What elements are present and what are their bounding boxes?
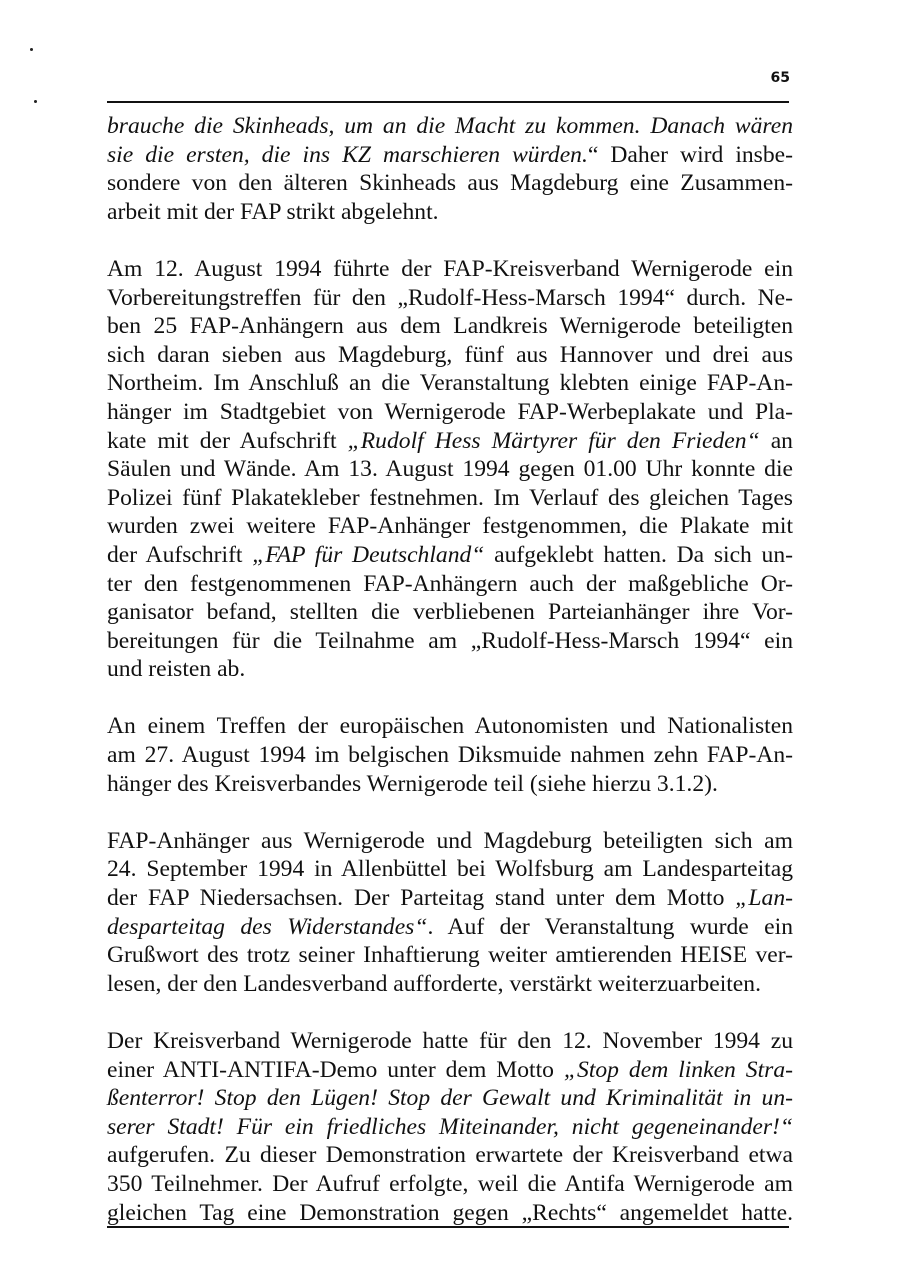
text-line (107, 284, 793, 313)
italic-text: „Stop dem linken Stra- (563, 1056, 793, 1083)
text-line (107, 369, 793, 398)
text-line (107, 627, 793, 656)
text-line (107, 312, 793, 341)
text-run: sich daran sieben aus Magdeburg, fünf aus Hannover und drei aus (107, 341, 793, 368)
text-run: arbeit mit der FAP strikt abgelehnt. (107, 198, 439, 225)
text-run: kate mit der Aufschrift (107, 427, 348, 454)
scan-speck (30, 48, 33, 51)
italic-text: ßenterror! Stop den Lügen! Stop der Gewalt und Kriminalität in un- (107, 1085, 793, 1112)
text-line (107, 712, 793, 741)
text-run: 350 Teilnehmer. Der Aufruf erfolgte, weil die Antifa Wernigerode am (107, 1170, 793, 1197)
text-line (107, 827, 793, 856)
text-run: ter den festgenommenen FAP-Anhängern auch der maßgebliche Or- (107, 570, 793, 597)
text-line (107, 884, 793, 913)
text-run: FAP-Anhänger aus Wernigerode und Magdeburg beteiligten sich am (107, 827, 793, 854)
italic-text: „FAP für Deutschland“ (252, 541, 485, 568)
text-line (107, 570, 793, 599)
scan-speck (34, 100, 37, 103)
text-run: Polizei fünf Plakatekleber festnehmen. Im Verlauf des gleichen Tages (107, 484, 793, 511)
text-run: ganisator befand, stellten die verbliebenen Parteianhänger ihre Vor- (107, 599, 793, 626)
text-run: Am 12. August 1994 führte der FAP-Kreisverband Wernigerode ein (107, 255, 793, 282)
text-line (107, 398, 793, 427)
text-run: am 27. August 1994 im belgischen Diksmuide nahmen zehn FAP-An- (107, 742, 793, 769)
italic-text: sie die ersten, die ins KZ marschieren würden. (107, 141, 588, 168)
text-line (107, 512, 793, 541)
text-line (107, 541, 793, 570)
text-run: lesen, der den Landesverband aufforderte, verstärkt weiterzuarbeiten. (107, 970, 761, 997)
text-line (107, 1113, 793, 1142)
text-run: wurden zwei weitere FAP-Anhänger festgenommen, die Plakate mit (107, 513, 793, 540)
text-line (107, 169, 793, 198)
paragraph-gap (107, 684, 793, 713)
text-run: . Auf der Veranstaltung wurde ein (427, 913, 794, 940)
body-text (107, 112, 793, 1227)
text-run: An einem Treffen der europäischen Autonomisten und Nationalisten (107, 713, 793, 740)
italic-text: desparteitag des Widerstandes“ (107, 913, 428, 940)
footer-rule (107, 1226, 789, 1228)
paragraph (107, 112, 793, 226)
text-run: “ Daher wird insbe- (587, 141, 793, 168)
text-line (107, 598, 793, 627)
text-run: einer ANTI-ANTIFA-Demo unter dem Motto (107, 1056, 564, 1083)
text-run: der Aufschrift (107, 541, 253, 568)
text-run: hänger im Stadtgebiet von Wernigerode FAP-Werbeplakate und Pla- (107, 398, 793, 425)
paragraph-gap (107, 226, 793, 255)
paragraph (107, 827, 793, 999)
text-run: Grußwort des trotz seiner Inhaftierung weiter amtierenden HEISE ver- (107, 942, 793, 969)
text-line (107, 255, 793, 284)
text-run: aufgerufen. Zu dieser Demonstration erwartete der Kreisverband etwa (107, 1142, 793, 1169)
paragraph (107, 712, 793, 798)
italic-text: serer Stadt! Für ein friedliches Miteinander, nicht gegeneinander!“ (107, 1113, 793, 1140)
paragraph (107, 255, 793, 684)
text-line (107, 484, 793, 513)
text-run: an (759, 427, 793, 454)
text-run: ben 25 FAP-Anhängern aus dem Landkreis Wernigerode beteiligten (107, 313, 793, 340)
text-line (107, 455, 793, 484)
text-line (107, 198, 793, 227)
text-run: und reisten ab. (107, 656, 246, 683)
text-line (107, 741, 793, 770)
text-run: Vorbereitungstreffen für den „Rudolf-Hess-Marsch 1994“ durch. Ne- (107, 284, 793, 311)
paragraph-gap (107, 998, 793, 1027)
paragraph-gap (107, 798, 793, 827)
italic-text: „Lan- (735, 885, 793, 912)
text-run: der FAP Niedersachsen. Der Parteitag stand unter dem Motto (107, 885, 736, 912)
page-number: 65 (770, 70, 790, 86)
italic-text: „Rudolf Hess Märtyrer für den Frieden“ (347, 427, 760, 454)
text-run: Säulen und Wände. Am 13. August 1994 gegen 01.00 Uhr konnte die (107, 456, 793, 483)
text-run: sondere von den älteren Skinheads aus Magdeburg eine Zusammen- (107, 170, 793, 197)
text-run: Northeim. Im Anschluß an die Veranstaltung klebten einige FAP-An- (107, 370, 793, 397)
text-line (107, 427, 793, 456)
text-line (107, 1170, 793, 1199)
text-line (107, 941, 793, 970)
text-run: aufgeklebt hatten. Da sich un- (484, 541, 794, 568)
text-line (107, 1199, 793, 1228)
text-run: Der Kreisverband Wernigerode hatte für den 12. November 1994 zu (107, 1028, 793, 1054)
text-run: 24. September 1994 in Allenbüttel bei Wolfsburg am Landesparteitag (107, 856, 793, 883)
text-line (107, 1141, 793, 1170)
text-line (107, 141, 793, 170)
text-run: hänger des Kreisverbandes Wernigerode teil (siehe hierzu 3.1.2). (107, 770, 718, 797)
text-run: gleichen Tag eine Demonstration gegen „Rechts“ angemeldet hatte. (107, 1199, 793, 1226)
text-line (107, 1084, 793, 1113)
text-line (107, 970, 793, 999)
text-line (107, 1027, 793, 1056)
text-line (107, 1056, 793, 1085)
text-line (107, 655, 793, 684)
text-run: bereitungen für die Teilnahme am „Rudolf-Hess-Marsch 1994“ ein (107, 627, 793, 654)
text-line (107, 855, 793, 884)
header-rule (107, 101, 789, 103)
italic-text: brauche die Skinheads, um an die Macht zu kommen. Danach wären (107, 113, 793, 139)
text-line (107, 770, 793, 799)
paragraph (107, 1027, 793, 1227)
text-line (107, 341, 793, 370)
text-line (107, 112, 793, 141)
text-line (107, 913, 793, 942)
